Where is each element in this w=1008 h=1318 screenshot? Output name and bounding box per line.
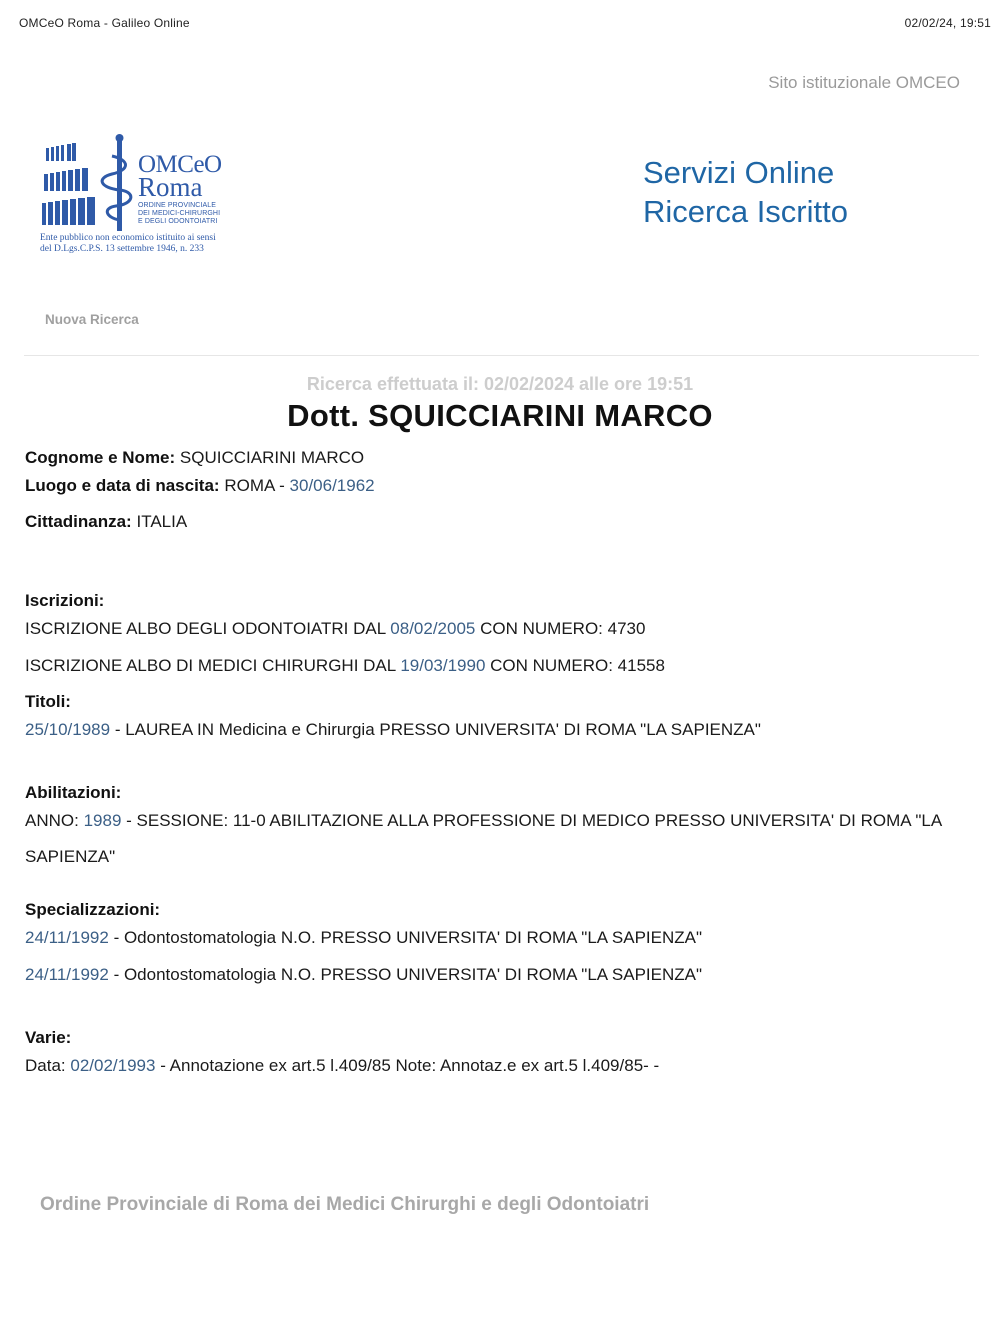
- cognome-nome-row: Cognome e Nome: SQUICCIARINI MARCO: [25, 448, 365, 467]
- varie-row: Data: 02/02/1993 - Annotazione ex art.5 l.409/85 Note: Annotaz.e ex art.5 l.409/85- -: [25, 1056, 660, 1075]
- specializzazioni-heading: Specializzazioni:: [25, 900, 161, 919]
- footer-organization: Ordine Provinciale di Roma dei Medici Chirurghi e degli Odontoiatri: [40, 1194, 650, 1215]
- specializzazione-row: 24/11/1992 - Odontostomatologia N.O. PRESSO UNIVERSITA' DI ROMA "LA SAPIENZA": [25, 928, 703, 947]
- page-title: [643, 153, 848, 231]
- logo-roma-text: Roma: [138, 172, 203, 202]
- divider: [24, 355, 979, 356]
- titoli-heading: Titoli:: [25, 692, 71, 711]
- iscrizione-row: ISCRIZIONE ALBO DI MEDICI CHIRURGHI DAL 19/03/1990 CON NUMERO: 41558: [25, 656, 665, 675]
- cittadinanza-row: Cittadinanza: ITALIA: [25, 512, 188, 531]
- titolo-row: 25/10/1989 - LAUREA IN Medicina e Chirurgia PRESSO UNIVERSITA' DI ROMA "LA SAPIENZA": [25, 720, 761, 739]
- logo-subtitle: ORDINE PROVINCIALE DEI MEDICI-CHIRURGHI E DEGLI ODONTOIATRI: [138, 202, 221, 225]
- specializzazione-row: 24/11/1992 - Odontostomatologia N.O. PRESSO UNIVERSITA' DI ROMA "LA SAPIENZA": [25, 965, 703, 984]
- iscrizione-row: ISCRIZIONE ALBO DEGLI ODONTOIATRI DAL 08/02/2005 CON NUMERO: 4730: [25, 619, 646, 638]
- print-datetime: 02/02/24, 19:51: [904, 16, 991, 30]
- varie-heading: Varie:: [25, 1028, 72, 1047]
- logo-omceo-text: OMCeO: [138, 151, 222, 178]
- institutional-site-link[interactable]: Sito istituzionale OMCEO: [768, 73, 960, 92]
- logo-columns-icon: [40, 134, 140, 234]
- logo-footnote: Ente pubblico non economico istituito ai sensi del D.Lgs.C.P.S. 13 settembre 1946, n. 233: [40, 233, 216, 254]
- title-line-ricerca: Ricerca Iscritto: [643, 194, 848, 229]
- title-line-servizi: Servizi Online: [643, 155, 835, 190]
- search-timestamp: Ricerca effettuata il: 02/02/2024 alle ore 19:51: [306, 374, 694, 394]
- iscrizioni-heading: Iscrizioni:: [25, 591, 105, 610]
- new-search-link[interactable]: Nuova Ricerca: [45, 312, 139, 327]
- nascita-row: Luogo e data di nascita: ROMA - 30/06/1962: [25, 476, 375, 495]
- print-page-title: OMCeO Roma - Galileo Online: [19, 16, 190, 30]
- abilitazioni-heading: Abilitazioni:: [25, 783, 122, 802]
- doctor-name-heading: Dott. SQUICCIARINI MARCO: [287, 398, 713, 433]
- abilitazione-row: ANNO: 1989 - SESSIONE: 11-0 ABILITAZIONE ALLA PROFESSIONE DI MEDICO PRESSO UNIVERSITA' DI ROMA "LA: [25, 811, 943, 830]
- abilitazione-row-continued: SAPIENZA": [25, 847, 116, 866]
